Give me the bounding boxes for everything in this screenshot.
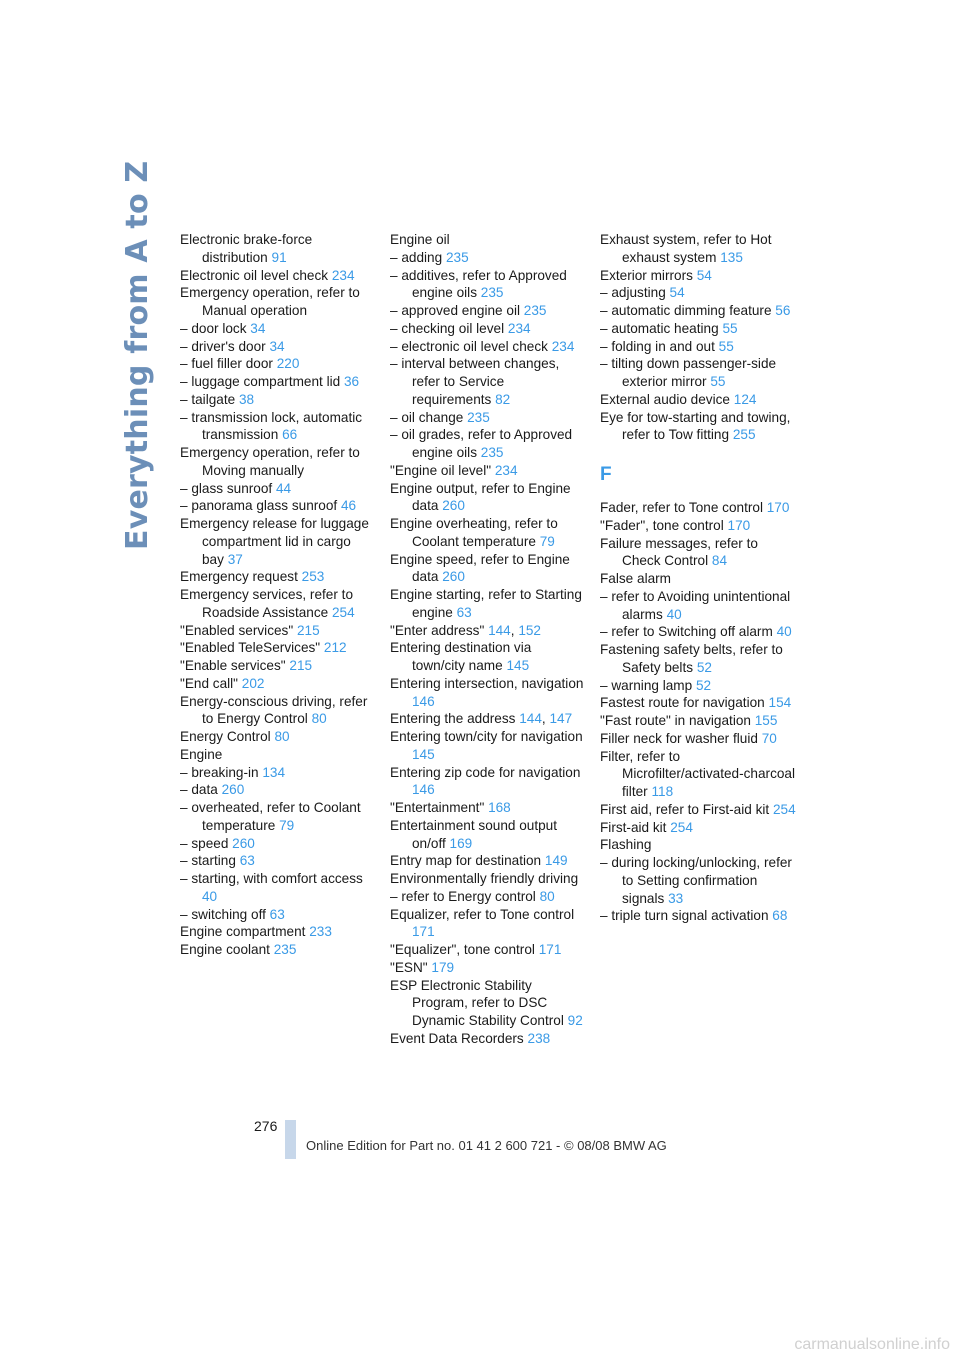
page-link[interactable]: 52 <box>695 677 712 693</box>
page-link[interactable]: 155 <box>754 713 778 728</box>
index-term: – starting, with comfort access <box>180 871 363 886</box>
page-link[interactable]: 255 <box>732 427 756 443</box>
section-letter: F <box>600 464 612 485</box>
index-entry <box>600 391 796 409</box>
page-link[interactable]: 235 <box>467 409 490 425</box>
index-term: – oil change <box>390 409 464 425</box>
index-entry <box>390 906 586 942</box>
index-entry <box>600 641 796 677</box>
index-term: Entering town/city for navigation <box>390 729 583 744</box>
index-term: – folding in and out <box>600 338 715 354</box>
index-term: Entering zip code for navigation <box>390 764 581 780</box>
index-entry <box>390 941 586 959</box>
index-term: "Enter address" <box>390 622 485 638</box>
index-term: – adjusting <box>600 285 666 301</box>
index-entry <box>390 480 586 516</box>
page-link[interactable]: 54 <box>696 267 712 283</box>
index-term: Emergency operation, refer to Manual operation <box>180 285 360 318</box>
index-term: Engine starting, refer to Starting engine <box>390 587 582 620</box>
page-link[interactable]: 82 <box>495 391 511 407</box>
index-column-3 <box>600 231 796 925</box>
index-entry <box>390 799 586 817</box>
page-link[interactable]: 235 <box>480 285 504 301</box>
index-entry <box>600 836 796 854</box>
page-link[interactable]: 46 <box>340 498 357 514</box>
index-entry <box>180 835 376 853</box>
index-term: Electronic brake-force distribution <box>180 232 313 265</box>
page-link[interactable]: 84 <box>711 553 728 569</box>
index-term: – adding <box>390 249 443 265</box>
page-link[interactable]: 145 <box>412 746 435 762</box>
page-link[interactable]: 146 <box>412 782 435 798</box>
index-term: Electronic oil level check <box>180 267 329 283</box>
index-entry <box>600 570 796 588</box>
index-term: Flashing <box>600 837 652 853</box>
index-term: Entry map for destination <box>390 853 542 869</box>
index-entry <box>180 622 376 640</box>
index-term: – approved engine oil <box>390 303 520 318</box>
index-entry <box>600 517 796 535</box>
index-term: – automatic dimming feature <box>600 303 772 318</box>
index-term: – data <box>180 782 218 798</box>
page-link[interactable]: 171 <box>412 924 435 940</box>
index-term: External audio device <box>600 391 730 407</box>
page-link[interactable]: 171 <box>538 942 562 957</box>
page-link[interactable]: 38 <box>238 391 255 407</box>
index-entry <box>390 977 586 1030</box>
index-term: – triple turn signal activation <box>600 908 769 924</box>
index-entry <box>600 730 796 748</box>
index-entry <box>180 497 376 515</box>
index-term: "Enable services" <box>180 658 286 673</box>
index-entry <box>180 320 376 338</box>
page-link[interactable]: 63 <box>239 853 255 869</box>
side-title: Everything from A to Z <box>120 160 155 550</box>
index-term: Engine coolant <box>180 942 270 957</box>
page-link[interactable]: 254 <box>670 819 693 835</box>
index-term: Engine speed, refer to Engine data <box>390 551 570 585</box>
index-entry <box>390 728 586 764</box>
index-entry <box>600 907 796 925</box>
index-entry <box>600 694 796 712</box>
page-link[interactable]: 145 <box>506 658 530 673</box>
index-term: Event Data Recorders <box>390 1030 524 1046</box>
index-entry <box>180 693 376 729</box>
page-link[interactable]: 80 <box>539 888 555 904</box>
page-link[interactable]: 253 <box>301 569 325 585</box>
page-link[interactable]: 234 <box>331 267 355 283</box>
page-link[interactable]: 152 <box>518 622 541 638</box>
index-entry <box>180 284 376 320</box>
page-link[interactable]: 44 <box>275 480 292 496</box>
page-link[interactable]: 260 <box>232 835 255 851</box>
page-link[interactable]: 55 <box>718 338 734 354</box>
index-entry <box>180 639 376 657</box>
page-link[interactable]: 52 <box>696 659 712 675</box>
index-term: Filter, refer to Microfilter/activated-charcoal filter <box>600 748 796 799</box>
page-link[interactable]: 179 <box>431 959 455 975</box>
page-link[interactable]: 254 <box>331 604 355 620</box>
page-link[interactable]: 135 <box>720 249 743 265</box>
index-term: Eye for tow-starting and towing, refer to Tow fitting <box>600 409 791 443</box>
page-link[interactable]: 63 <box>269 906 285 922</box>
index-entry <box>390 852 586 870</box>
index-term: Energy Control <box>180 729 271 744</box>
index-entry <box>600 231 796 267</box>
page-link[interactable]: 170 <box>727 517 751 533</box>
index-term: "Fader", tone control <box>600 517 724 533</box>
index-entry <box>390 586 586 622</box>
index-term: ESP Electronic Stability Program, refer to DSC Dynamic Stability Control <box>390 977 564 1028</box>
index-entry <box>180 391 376 409</box>
index-entry <box>180 231 376 267</box>
page-link[interactable]: 63 <box>456 604 472 620</box>
page-link[interactable]: 40 <box>202 888 218 904</box>
index-term: "Entertainment" <box>390 800 485 815</box>
page-number: 276 <box>254 1118 278 1134</box>
page-link[interactable]: 66 <box>282 427 298 443</box>
page-link[interactable]: 233 <box>309 924 332 940</box>
index-term: "Equalizer", tone control <box>390 942 535 957</box>
index-term: "ESN" <box>390 959 428 975</box>
index-entry <box>180 657 376 675</box>
index-term: Entertainment sound output on/off <box>390 817 558 851</box>
index-entry <box>180 852 376 870</box>
index-term: – tailgate <box>180 391 236 407</box>
index-column-2 <box>390 231 586 1048</box>
index-term: – interval between changes, refer to Service requirements <box>390 356 560 407</box>
index-entry <box>390 1030 586 1048</box>
index-entry <box>180 746 376 764</box>
page-link[interactable]: 235 <box>480 445 504 460</box>
page-link[interactable]: 235 <box>445 249 469 265</box>
index-entry <box>600 355 796 391</box>
page-link[interactable]: 33 <box>668 890 684 906</box>
index-entry <box>180 444 376 480</box>
page-link[interactable]: 146 <box>412 693 435 709</box>
page-link[interactable]: 238 <box>527 1030 551 1046</box>
index-term: – refer to Energy control <box>390 888 536 904</box>
index-term: "Enabled TeleServices" <box>180 640 321 656</box>
index-term: – overheated, refer to Coolant temperature <box>180 800 361 833</box>
watermark: carmanualsonline.info <box>794 1336 950 1353</box>
index-term: Exhaust system, refer to Hot exhaust system <box>600 232 772 265</box>
page-link[interactable]: 144 <box>488 622 511 638</box>
index-entry <box>600 499 796 517</box>
page-link[interactable]: 34 <box>250 320 266 336</box>
index-entry <box>600 854 796 907</box>
index-entry <box>600 712 796 730</box>
page-link[interactable]: 234 <box>551 338 575 354</box>
index-entry <box>600 535 796 571</box>
index-entry <box>390 302 586 320</box>
index-entry <box>390 338 586 356</box>
page-link[interactable]: 154 <box>768 695 792 711</box>
page-link[interactable]: 202 <box>241 675 265 691</box>
index-entry <box>600 409 796 445</box>
index-term: Equalizer, refer to Tone control <box>390 906 575 922</box>
index-term: Entering intersection, navigation <box>390 675 584 691</box>
page-link[interactable]: 134 <box>262 764 286 780</box>
page-link[interactable]: 168 <box>488 800 511 815</box>
index-entry <box>600 284 796 302</box>
index-entry <box>180 728 376 746</box>
page-link[interactable]: 169 <box>449 835 473 851</box>
index-term: – electronic oil level check <box>390 338 548 354</box>
page-link[interactable]: 92 <box>567 1013 583 1028</box>
index-term: "End call" <box>180 675 239 691</box>
page-link[interactable]: 215 <box>289 658 313 673</box>
index-term: – fuel filler door <box>180 356 273 372</box>
index-term: Engine compartment <box>180 924 306 940</box>
page-link[interactable]: 80 <box>311 711 327 727</box>
index-entry <box>390 249 586 267</box>
index-entry <box>180 586 376 622</box>
index-entry <box>600 748 796 801</box>
footer-text: Online Edition for Part no. 01 41 2 600 721 - © 08/08 BMW AG <box>306 1138 667 1153</box>
page-link[interactable]: 118 <box>651 784 674 799</box>
index-term: Emergency operation, refer to Moving manually <box>180 445 360 478</box>
page-link[interactable]: 40 <box>776 624 792 640</box>
page-link[interactable]: 34 <box>269 338 285 354</box>
index-term: – tilting down passenger-side exterior mirror <box>600 356 777 389</box>
index-term: – warning lamp <box>600 677 693 693</box>
page-link[interactable]: 56 <box>775 303 791 318</box>
page-link[interactable]: 254 <box>772 801 796 817</box>
index-term: – transmission lock, automatic transmission <box>180 409 363 443</box>
index-term: Emergency request <box>180 569 298 585</box>
index-entry <box>180 906 376 924</box>
page-link[interactable]: 235 <box>523 303 547 318</box>
page-link[interactable]: 79 <box>539 533 555 549</box>
index-entry: Entering the address 144, 147 <box>390 711 573 727</box>
index-term: Emergency release for luggage compartment lid in cargo bay <box>180 516 369 567</box>
index-term: Fader, refer to Tone control <box>600 500 763 515</box>
index-entry <box>390 462 586 480</box>
index-entry <box>390 551 586 587</box>
index-term: – refer to Avoiding unintentional alarms <box>600 588 791 622</box>
index-term: – oil grades, refer to Approved engine oils <box>390 427 573 460</box>
index-term: – refer to Switching off alarm <box>600 624 773 640</box>
index-entry <box>180 675 376 693</box>
page-link[interactable]: 235 <box>273 942 297 957</box>
index-term: – checking oil level <box>390 320 505 336</box>
page-link[interactable]: 55 <box>710 374 726 389</box>
index-entry <box>390 959 586 977</box>
index-entry <box>180 267 376 285</box>
index-term: – additives, refer to Approved engine oils <box>390 267 567 301</box>
index-entry <box>600 267 796 285</box>
index-entry <box>600 801 796 819</box>
index-term: Environmentally friendly driving <box>390 871 579 886</box>
index-entry <box>600 338 796 356</box>
index-entry <box>390 817 586 853</box>
page-link[interactable]: 79 <box>279 817 295 833</box>
index-entry <box>600 623 796 641</box>
index-term: Emergency services, refer to Roadside Assistance <box>180 587 354 620</box>
index-term: Entering destination via town/city name <box>390 640 532 673</box>
page-link[interactable]: 37 <box>227 551 243 567</box>
index-term: Exterior mirrors <box>600 267 693 283</box>
index-term: Engine <box>180 746 223 762</box>
index-entry <box>180 923 376 941</box>
index-term: – breaking-in <box>180 764 259 780</box>
index-entry <box>600 819 796 837</box>
page-link[interactable]: 260 <box>221 782 245 798</box>
index-entry <box>180 941 376 959</box>
index-entry <box>390 320 586 338</box>
index-column-1 <box>180 231 376 959</box>
index-entry <box>180 480 376 498</box>
index-entry <box>390 231 586 249</box>
page-link[interactable]: 124 <box>733 391 757 407</box>
page-link[interactable]: 54 <box>669 285 685 301</box>
index-entry: "Enter address" 144, 152 <box>390 622 541 638</box>
index-entry <box>390 267 586 303</box>
index-term: – automatic heating <box>600 320 719 336</box>
index-entry <box>390 888 586 906</box>
index-term: Engine output, refer to Engine data <box>390 480 571 514</box>
page-link[interactable]: 260 <box>442 498 465 514</box>
page-link[interactable]: 144 <box>519 711 542 727</box>
index-entry <box>180 870 376 906</box>
page-link[interactable]: 68 <box>772 908 788 924</box>
footer-bar <box>285 1120 296 1159</box>
index-term: – speed <box>180 835 229 851</box>
index-term: False alarm <box>600 571 672 586</box>
index-entry <box>600 320 796 338</box>
index-term: Engine oil <box>390 232 450 247</box>
index-entry <box>390 675 586 711</box>
index-term: – during locking/unlocking, refer to Setting confirmation signals <box>600 855 792 906</box>
page-link[interactable]: 234 <box>507 320 531 336</box>
index-entry <box>600 588 796 624</box>
index-term: – door lock <box>180 320 247 336</box>
page-link[interactable]: 55 <box>722 320 738 336</box>
index-entry <box>180 781 376 799</box>
page-link[interactable]: 220 <box>276 356 300 372</box>
index-term: – driver's door <box>180 338 266 354</box>
index-term: Fastest route for navigation <box>600 695 765 711</box>
page-link[interactable]: 147 <box>549 711 573 727</box>
index-term: – switching off <box>180 906 266 922</box>
page-link[interactable]: 212 <box>323 640 347 656</box>
index-entry <box>390 409 586 427</box>
index-term: – glass sunroof <box>180 480 273 496</box>
page-link[interactable]: 70 <box>761 730 777 746</box>
index-entry <box>390 426 586 462</box>
index-term: First aid, refer to First-aid kit <box>600 801 770 817</box>
index-term: – starting <box>180 853 236 869</box>
index-entry <box>390 515 586 551</box>
index-term: Fastening safety belts, refer to Safety belts <box>600 642 783 675</box>
page-link[interactable]: 170 <box>766 500 790 515</box>
index-entry <box>600 677 796 695</box>
index-entry <box>390 870 586 888</box>
page-link[interactable]: 260 <box>442 569 465 585</box>
index-entry <box>390 639 586 675</box>
page-link[interactable]: 40 <box>666 606 682 622</box>
page-link[interactable]: 234 <box>494 462 518 478</box>
index-term: "Enabled services" <box>180 622 294 638</box>
index-term: Failure messages, refer to Check Control <box>600 535 758 569</box>
page-link[interactable]: 91 <box>271 249 287 265</box>
index-term: Entering the address <box>390 711 516 727</box>
index-term: "Engine oil level" <box>390 462 492 478</box>
index-entry <box>180 338 376 356</box>
index-term: Engine overheating, refer to Coolant temperature <box>390 516 558 549</box>
index-entry <box>180 568 376 586</box>
index-term: – luggage compartment lid <box>180 374 341 389</box>
index-entry <box>390 355 586 408</box>
index-term: "Fast route" in navigation <box>600 713 751 728</box>
index-entry <box>180 373 376 391</box>
index-term: – panorama glass sunroof <box>180 498 338 514</box>
index-entry <box>390 764 586 800</box>
index-term: First-aid kit <box>600 819 667 835</box>
index-term: Energy-conscious driving, refer to Energy Control <box>180 693 368 727</box>
page-link[interactable]: 36 <box>343 374 360 389</box>
index-entry <box>180 799 376 835</box>
page-link[interactable]: 149 <box>544 853 568 869</box>
index-term: Filler neck for washer fluid <box>600 730 758 746</box>
page-link[interactable]: 215 <box>296 622 320 638</box>
index-entry <box>180 409 376 445</box>
index-entry <box>180 515 376 568</box>
index-entry <box>180 764 376 782</box>
page-link[interactable]: 80 <box>274 729 290 744</box>
index-entry <box>600 302 796 320</box>
index-entry <box>180 355 376 373</box>
